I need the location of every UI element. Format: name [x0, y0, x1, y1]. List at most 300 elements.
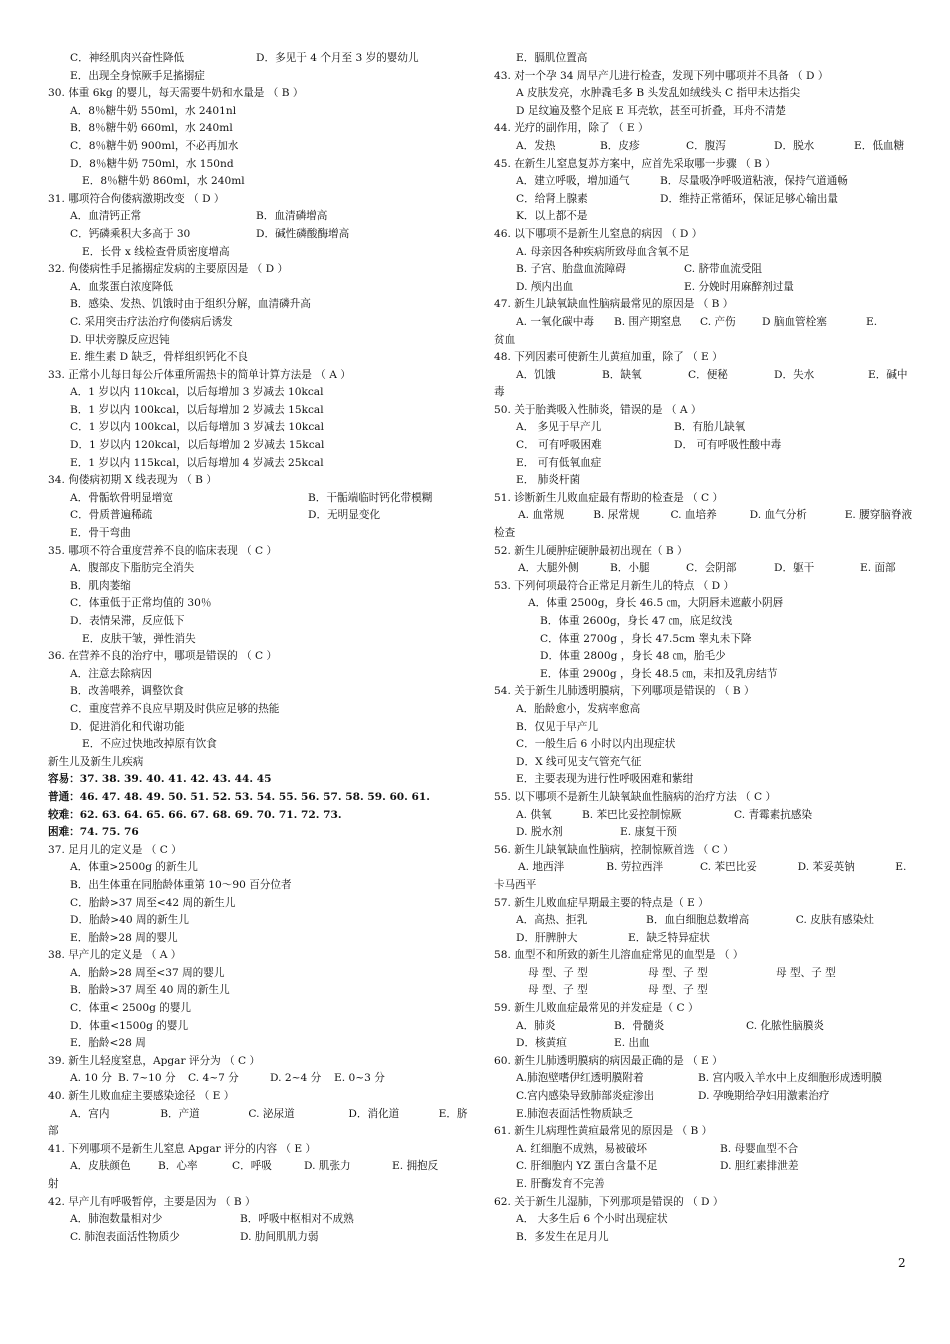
option-cell: A．肺炎: [516, 1019, 556, 1032]
line-text: 普通：46. 47. 48. 49. 50. 51. 52. 53. 54. 55. 56. 57. 58. 59. 60. 61.: [48, 790, 430, 803]
line-text: D. 甲状旁腺反应迟钝: [70, 333, 170, 346]
line-text: 贫血: [494, 333, 516, 346]
text-line: [494, 419, 914, 437]
text-line: [494, 1158, 914, 1176]
option-cell: E. 腰穿脑脊液: [844, 509, 913, 522]
line-text: D．1 岁以内 120kcal，以后每增加 2 岁减去 15kcal: [70, 439, 325, 452]
text-line: [494, 912, 914, 930]
text-line: [48, 103, 468, 121]
text-line: [48, 50, 468, 68]
text-line: [494, 191, 914, 209]
text-line: [48, 683, 468, 701]
option-cell: D. 苯妥英钠: [797, 861, 855, 874]
text-line: [494, 244, 914, 262]
line-text: D．体重<1500g 的婴儿: [70, 1019, 189, 1032]
text-line: [494, 1070, 914, 1088]
line-text: E．胎龄<28 周: [70, 1037, 146, 1050]
text-line: [48, 244, 468, 262]
line-text-second: E. 分娩时用麻醉剂过量: [684, 280, 794, 293]
text-line: [48, 1018, 468, 1036]
option-cell: D．失水: [774, 368, 815, 381]
text-line: [48, 349, 468, 367]
text-line: [494, 842, 914, 860]
text-line: [48, 1106, 468, 1124]
text-line: [48, 719, 468, 737]
option-cell: C．便秘: [688, 368, 728, 381]
line-text: 61. 新生儿病理性黄疸最常见的原因是 （ B ）: [494, 1125, 713, 1138]
line-text: A．血浆蛋白浓度降低: [70, 280, 173, 293]
line-text: C．钙磷乘积大多高于 30: [70, 227, 191, 240]
option-cell: B. 苯巴比妥控制惊厥: [582, 808, 682, 821]
option-cell: B. 劳拉西泮: [606, 861, 664, 874]
text-line: [494, 1194, 914, 1212]
option-cell: D．脱水: [774, 139, 815, 152]
option-cell: C．腹泻: [686, 139, 726, 152]
text-line: [48, 930, 468, 948]
line-text: A．胎龄愈小，发病率愈高: [516, 702, 641, 715]
line-text: C．体重< 2500g 的婴儿: [70, 1002, 192, 1015]
line-text: 31. 哪项符合佝偻病激期改变 （ D ）: [48, 192, 225, 205]
line-text: A．体重 2500g，身长 46.5 ㎝，大阴唇未遮蔽小阴唇: [528, 597, 784, 610]
text-line: [494, 648, 914, 666]
text-line: [494, 1088, 914, 1106]
text-line: [494, 1229, 914, 1247]
text-line: [48, 314, 468, 332]
text-line: [48, 472, 468, 490]
text-line: [48, 367, 468, 385]
text-line: [494, 771, 914, 789]
text-line: [494, 332, 914, 350]
text-line: [48, 1141, 468, 1159]
line-text: D. 脱水剂: [516, 826, 563, 839]
text-line: [494, 947, 914, 965]
line-text: E．不应过快地改掉原有饮食: [82, 738, 217, 751]
text-line: [48, 455, 468, 473]
text-line: [48, 789, 468, 807]
text-line: [48, 226, 468, 244]
text-line: [48, 842, 468, 860]
option-cell: C．会阴部: [686, 562, 737, 575]
line-text: 毒: [494, 386, 505, 399]
line-text: 容易：37. 38. 39. 40. 41. 42. 43. 44. 45: [48, 773, 272, 786]
line-text: 44. 光疗的副作用，除了 （ E ）: [494, 122, 649, 135]
text-line: [494, 68, 914, 86]
line-text: B．体重 2600g，身长 47 ㎝，底足纹浅: [540, 615, 733, 627]
line-text: E． 可有低氧血症: [516, 456, 602, 469]
option-cell: D．消化道: [348, 1107, 400, 1120]
option-cell: E. 拥抱反: [392, 1160, 439, 1173]
text-line: [48, 490, 468, 508]
text-line: [48, 1035, 468, 1053]
line-text: A．骨骺软骨明显增宽: [70, 491, 173, 504]
line-text: B．感染、发热、饥饿时由于组织分解，血清磷升高: [70, 298, 311, 311]
text-line: [48, 1158, 468, 1176]
line-text: A 皮肤发亮，水肿毳毛多 B 头发乱如绒线头 C 指甲未达指尖: [516, 87, 801, 100]
line-text: C．神经肌肉兴奋性降低: [70, 52, 185, 64]
line-text: E．体重 2900g ，身长 48.5 ㎝，耒扣及乳房结节: [540, 667, 778, 680]
text-line: [494, 543, 914, 561]
text-line: [494, 349, 914, 367]
text-line: [48, 648, 468, 666]
text-line: [494, 156, 914, 174]
option-cell: E. 0~3 分: [334, 1072, 385, 1085]
option-cell: A．高热、拒乳: [516, 914, 588, 927]
line-text: C．骨质普遍稀疏: [70, 509, 153, 522]
line-text: B. 子宫、胎盘血流障碍: [516, 263, 626, 276]
line-text: 57. 新生儿败血症早期最主要的特点是（ E ）: [494, 896, 709, 909]
line-text: A．血清钙正常: [70, 210, 142, 223]
text-line: [494, 595, 914, 613]
text-line: [48, 68, 468, 86]
line-text: A．1 岁以内 110kcal，以后每增加 3 岁减去 10kcal: [70, 386, 324, 399]
text-line: [48, 1211, 468, 1229]
text-line: [494, 719, 914, 737]
line-text: C．8％糖牛奶 900ml，不必再加水: [70, 139, 239, 152]
text-line: [48, 279, 468, 297]
line-text: C．体重 2700g ，身长 47.5cm 睾丸未下降: [540, 632, 752, 645]
line-text: A． 大多生后 6 个小时出现症状: [516, 1213, 668, 1226]
option-cell: A．发热: [516, 139, 556, 152]
text-line: [494, 367, 914, 385]
text-line: [494, 103, 914, 121]
line-text: 58. 血型不和所致的新生儿溶血症常见的血型是 （ ）: [494, 949, 744, 962]
text-line: [494, 208, 914, 226]
text-line: [494, 279, 914, 297]
option-cell: A. 10 分: [70, 1072, 112, 1085]
line-text: 53. 下列何项最符合正常足月新生儿的特点 （ D ）: [494, 579, 735, 592]
line-text: 46. 以下哪项不是新生儿窒息的病因 （ D ）: [494, 227, 703, 240]
line-text: 42. 早产儿有呼吸暂停，主要是因为 （ B ）: [48, 1195, 256, 1208]
text-line: [494, 314, 914, 332]
line-text: D．胎龄>40 周的新生儿: [70, 914, 189, 927]
line-text: 55. 以下哪项不是新生儿缺氧缺血性脑病的治疗方法 （ C ）: [494, 790, 777, 803]
text-line: [494, 1106, 914, 1124]
line-text-second: E. 康复干预: [620, 826, 677, 839]
text-line: [494, 226, 914, 244]
line-text: 30. 体重 6kg 的婴儿，每天需要牛奶和水量是 （ B ）: [48, 87, 304, 100]
text-line: [494, 472, 914, 490]
text-line: [494, 736, 914, 754]
line-text: 部: [48, 1125, 59, 1138]
option-cell: 母 型、子 型: [648, 984, 708, 997]
line-text: C．重度营养不良应早期及时供应足够的热能: [70, 702, 280, 715]
line-text: E．骨干弯曲: [70, 527, 131, 540]
line-text: 40. 新生儿败血症主要感染途径 （ E ）: [48, 1090, 235, 1103]
text-line: [48, 85, 468, 103]
line-text: B．8％糖牛奶 660ml，水 240ml: [70, 122, 233, 135]
option-cell: A．皮肤颜色: [70, 1160, 131, 1173]
line-text: C．1 岁以内 100kcal，以后每增加 3 岁减去 10kcal: [70, 421, 324, 434]
line-text-second: B．干骺端临时钙化带模糊: [308, 491, 433, 504]
option-cell: E.: [866, 315, 878, 328]
text-line: [494, 1176, 914, 1194]
line-text-second: D. 孕晚期给孕妇用激素治疗: [698, 1090, 830, 1103]
line-text: C．体重低于正常均值的 30％: [70, 597, 212, 610]
line-text: C. 肝细胞内 YZ 蛋白含量不足: [516, 1160, 658, 1173]
option-cell: 母 型、子 型: [776, 966, 836, 979]
text-line: [48, 736, 468, 754]
line-text: 50. 关于胎粪吸入性肺炎，错误的是 （ A ）: [494, 403, 702, 416]
option-cell: B. 围产期窒息: [614, 315, 682, 328]
line-text: D．8％糖牛奶 750ml，水 150nd: [70, 157, 234, 170]
line-text: A．注意去除病因: [70, 667, 152, 680]
line-text: E. 肝酶发育不完善: [516, 1178, 605, 1190]
line-text: A． 多见于早产儿: [516, 421, 602, 434]
line-text-second: E．缺乏特异症状: [628, 931, 710, 944]
text-line: [494, 807, 914, 825]
line-text: C． 可有呼吸困难: [516, 439, 602, 452]
text-line: [494, 754, 914, 772]
text-line: [48, 402, 468, 420]
text-line: [494, 1123, 914, 1141]
text-line: [48, 1000, 468, 1018]
line-text: 32. 佝偻病性手足搐搦症发病的主要原因是 （ D ）: [48, 263, 289, 276]
text-line: [48, 947, 468, 965]
line-text: D. 颅内出血: [516, 280, 574, 293]
text-line: [48, 1123, 468, 1141]
text-line: [48, 807, 468, 825]
text-line: [494, 1141, 914, 1159]
text-line: [494, 578, 914, 596]
option-cell: B．骨髓炎: [614, 1019, 665, 1032]
line-text: C．给肾上腺素: [516, 192, 588, 205]
text-line: [48, 1088, 468, 1106]
line-text: 35. 哪项不符合重度营养不良的临床表现 （ C ）: [48, 544, 278, 557]
line-text: B．仅见于早产儿: [516, 720, 598, 733]
line-text: C．胎龄>37 周至<42 周的新生儿: [70, 896, 236, 909]
option-cell: C. 产伤: [700, 315, 736, 328]
text-line: [494, 120, 914, 138]
line-text: A．腹部皮下脂肪完全消失: [70, 562, 195, 575]
option-cell: D. 肌张力: [304, 1160, 351, 1173]
line-text: E．8％糖牛奶 860ml，水 240ml: [82, 175, 245, 188]
text-line: [48, 296, 468, 314]
line-text: 43. 对一个孕 34 周早产儿进行检查，发现下列中哪项并不具备 （ D ）: [494, 69, 829, 82]
text-line: [48, 982, 468, 1000]
line-text: D．促进消化和代谢功能: [70, 720, 185, 733]
text-line: [48, 912, 468, 930]
line-text: A．胎龄>28 周至<37 周的婴儿: [70, 966, 225, 979]
text-line: [494, 525, 914, 543]
text-line: [48, 525, 468, 543]
line-text: 37. 足月儿的定义是 （ C ）: [48, 843, 182, 856]
line-text: E. 维生素 D 缺乏，骨样组织钙化不良: [70, 351, 249, 364]
option-cell: 母 型、子 型: [528, 966, 588, 979]
line-text: C. 采用突击疗法治疗佝偻病后诱发: [70, 315, 233, 328]
option-cell: B．血白细胞总数增高: [646, 914, 750, 927]
text-line: [48, 1070, 468, 1088]
option-cell: D 脑血管栓塞: [762, 315, 827, 328]
text-line: [494, 965, 914, 983]
line-text: A.肺泡壁嗜伊红透明膜附着: [516, 1072, 644, 1085]
line-text-second: D. 肋间肌肌力弱: [240, 1230, 319, 1243]
text-line: [494, 50, 914, 68]
option-cell: B．产道: [160, 1107, 200, 1120]
text-line: [494, 1000, 914, 1018]
text-line: [48, 859, 468, 877]
line-text: D 足纹遍及整个足底 E 耳壳软，甚至可折叠，耳舟不清楚: [516, 104, 786, 117]
option-cell: A. 供氧: [516, 808, 552, 821]
text-line: [494, 1053, 914, 1071]
line-text: B．出生体重在同胎龄体重第 10～90 百分位者: [70, 878, 292, 891]
line-text: B．1 岁以内 100kcal，以后每增加 2 岁减去 15kcal: [70, 403, 324, 416]
line-text: A．体重>2500g 的新生儿: [70, 861, 198, 874]
text-line: [494, 173, 914, 191]
line-text: E．胎龄>28 周的婴儿: [70, 931, 178, 944]
text-line: [494, 296, 914, 314]
text-line: [48, 120, 468, 138]
text-line: [494, 384, 914, 402]
text-line: [494, 613, 914, 631]
line-text: E． 肺炎杆菌: [516, 474, 581, 487]
text-line: [48, 332, 468, 350]
line-text: D．表情呆滞，反应低下: [70, 615, 185, 627]
line-text: A．建立呼吸，增加通气: [516, 175, 630, 188]
line-text: D．肝脾肿大: [516, 931, 578, 944]
text-line: [494, 930, 914, 948]
line-text: E．膈肌位置高: [516, 52, 588, 64]
option-cell: 母 型、子 型: [528, 984, 588, 997]
line-text: D．X 线可见支气管充气征: [516, 755, 642, 768]
text-line: [494, 560, 914, 578]
line-text: E．皮肤干皱，弹性消失: [82, 632, 196, 645]
line-text: 卡马西平: [494, 878, 537, 891]
option-cell: B．小腿: [610, 562, 650, 575]
line-text: E．主要表现为进行性呼吸困难和紫绀: [516, 773, 694, 786]
option-cell: E．低血糖: [854, 139, 905, 152]
line-text: 47. 新生儿缺氧缺血性脑病最常见的原因是 （ B ）: [494, 298, 734, 311]
option-cell: C．呼吸: [232, 1160, 272, 1173]
option-cell: E. 面部: [860, 562, 896, 575]
option-cell: E．脐: [438, 1107, 468, 1120]
text-line: [48, 701, 468, 719]
text-line: [48, 138, 468, 156]
text-line: [494, 789, 914, 807]
line-text: 48. 下列因素可使新生儿黄疸加重，除了 （ E ）: [494, 351, 723, 364]
line-text: 36. 在营养不良的治疗中，哪项是错误的 （ C ）: [48, 650, 278, 663]
option-cell: A．大腿外侧: [518, 562, 579, 575]
line-text: E.肺泡表面活性物质缺乏: [516, 1107, 634, 1120]
text-line: [48, 208, 468, 226]
line-text: C. 肺泡表面活性物质少: [70, 1230, 180, 1243]
option-cell: 母 型、子 型: [648, 966, 708, 979]
option-cell: D. 2~4 分: [270, 1072, 322, 1085]
line-text: D．体重 2800g ，身长 48 ㎝，胎毛少: [540, 650, 726, 663]
option-cell: A. 一氧化碳中毒: [516, 315, 594, 328]
line-text: B．多发生在足月儿: [516, 1230, 609, 1243]
option-cell: A．饥饿: [516, 368, 556, 381]
left-column: [48, 50, 468, 1246]
text-line: [494, 455, 914, 473]
line-text: 检查: [494, 527, 516, 540]
line-text: B．胎龄>37 周至 40 周的新生儿: [70, 984, 230, 997]
option-cell: E．碱中: [868, 368, 908, 381]
line-text: A. 红细胞不成熟，易被破坏: [516, 1142, 647, 1155]
line-text: B．改善喂养，调整饮食: [70, 685, 184, 698]
text-line: [48, 595, 468, 613]
line-text-second: B．血清磷增高: [256, 210, 328, 223]
option-cell: D. 血气分析: [749, 509, 807, 522]
text-line: [48, 613, 468, 631]
line-text-second: D．碱性磷酸酶增高: [256, 227, 350, 240]
option-cell: B．心率: [158, 1160, 198, 1173]
text-line: [48, 261, 468, 279]
option-cell: B. 尿常规: [593, 509, 640, 522]
text-line: [48, 1176, 468, 1194]
line-text: A. 母亲因各种疾病所致母血含氧不足: [516, 245, 690, 258]
text-line: [494, 507, 914, 525]
line-text: A．8％糖牛奶 550ml，水 2401nl: [70, 104, 237, 117]
option-cell: B．缺氧: [602, 368, 642, 381]
text-line: [48, 560, 468, 578]
line-text: E．长骨 x 线检查骨质密度增高: [82, 245, 230, 258]
text-line: [48, 754, 468, 772]
text-line: [48, 1053, 468, 1071]
line-text: A．肺泡数量相对少: [70, 1213, 163, 1226]
text-line: [494, 631, 914, 649]
text-line: [48, 419, 468, 437]
text-line: [48, 578, 468, 596]
line-text: 60. 新生儿肺透明膜病的病因最正确的是 （ E ）: [494, 1054, 723, 1067]
text-line: [494, 138, 914, 156]
line-text-second: B. 母婴血型不合: [720, 1142, 799, 1155]
line-text-second: D．无明显变化: [308, 509, 381, 522]
text-line: [494, 1035, 914, 1053]
text-line: [48, 895, 468, 913]
line-text-second: D． 可有呼吸性酸中毒: [674, 439, 782, 452]
line-text: B．肌肉萎缩: [70, 579, 131, 592]
text-line: [494, 701, 914, 719]
text-line: [48, 191, 468, 209]
option-cell: A．宫内: [70, 1107, 110, 1120]
text-line: [48, 824, 468, 842]
line-text: D．核黄疸: [516, 1037, 567, 1050]
line-text: 56. 新生儿缺氧缺血性脑病，控制惊厥首选 （ C ）: [494, 843, 734, 856]
line-text: C.宫内感染导致肺部炎症渗出: [516, 1090, 655, 1103]
text-line: [48, 666, 468, 684]
text-line: [48, 965, 468, 983]
option-cell: C. 血培养: [670, 509, 717, 522]
line-text: 45. 在新生儿窒息复苏方案中，应首先采取哪一步骤 （ B ）: [494, 157, 776, 170]
line-text-second: B. 宫内吸入羊水中上皮细胞形成透明膜: [698, 1072, 883, 1085]
text-line: [494, 982, 914, 1000]
text-line: [494, 85, 914, 103]
text-line: [494, 859, 914, 877]
line-text: K．以上都不是: [516, 210, 588, 223]
line-text: E．出现全身惊厥手足搐搦症: [70, 69, 205, 82]
text-line: [494, 824, 914, 842]
option-cell: C. 皮肤有感染灶: [795, 914, 874, 927]
text-line: [494, 683, 914, 701]
line-text: 59. 新生儿败血症最常见的并发症是（ C ）: [494, 1002, 699, 1015]
line-text-second: B．尽量吸净呼吸道粘液，保持气道通畅: [660, 175, 848, 188]
line-text: E．1 岁以内 115kcal，以后每增加 4 岁减去 25kcal: [70, 456, 324, 469]
line-text: 33. 正常小儿每日每公斤体重所需热卡的简单计算方法是 （ A ）: [48, 368, 351, 381]
text-line: [494, 877, 914, 895]
text-line: [494, 666, 914, 684]
text-line: [48, 543, 468, 561]
line-text-second: C. 脐带血流受阻: [684, 263, 763, 276]
text-line: [48, 437, 468, 455]
text-line: [494, 437, 914, 455]
option-cell: C. 苯巴比妥: [700, 861, 757, 874]
text-line: [494, 1211, 914, 1229]
text-line: [48, 1194, 468, 1212]
page-number: 2: [898, 1256, 906, 1270]
line-text: 34. 佝偻病初期 X 线表现为 （ B ）: [48, 474, 217, 487]
option-cell: B．皮疹: [600, 139, 640, 152]
option-cell: C. 4~7 分: [188, 1072, 239, 1085]
